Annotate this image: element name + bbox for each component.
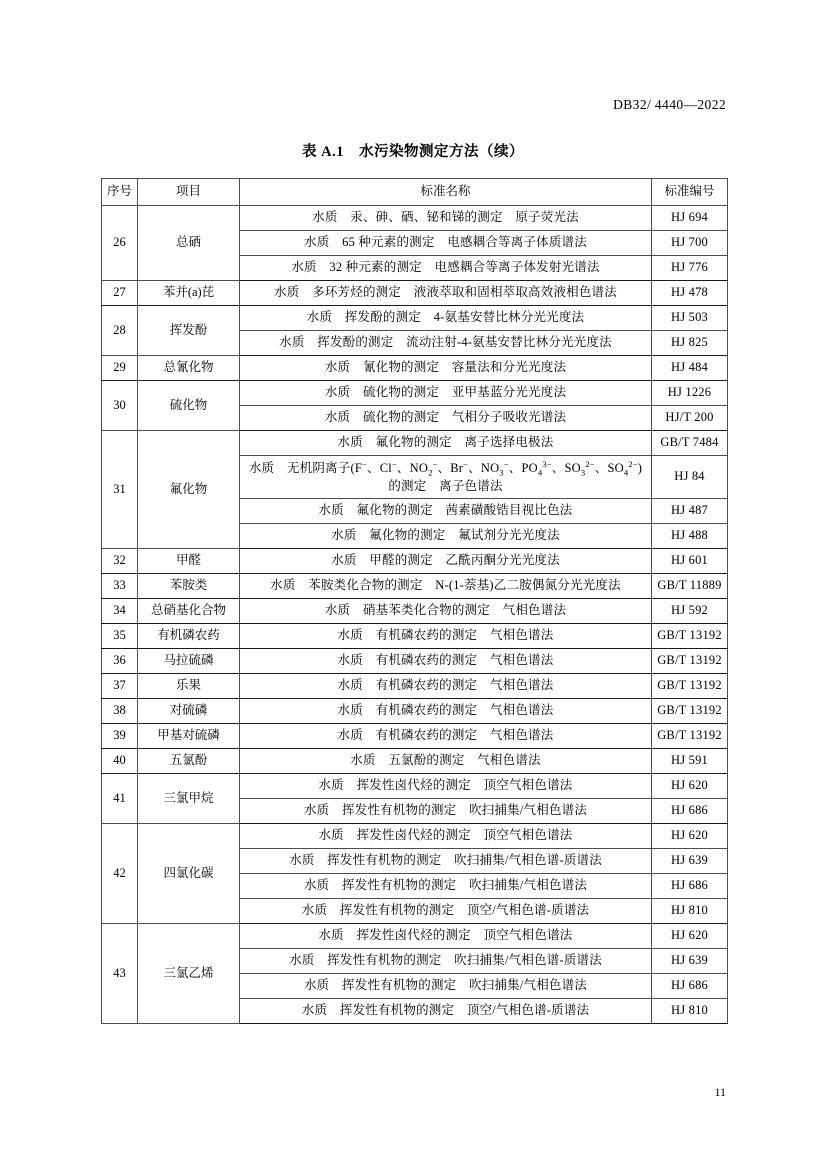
- cell-standard-name: 水质 硝基苯类化合物的测定 气相色谱法: [240, 599, 652, 624]
- cell-item-name: 五氯酚: [138, 749, 240, 774]
- table-row: [102, 356, 728, 381]
- cell-sequence-number: 31: [102, 431, 138, 549]
- cell-standard-name: 水质 挥发性有机物的测定 吹扫捕集/气相色谱-质谱法: [240, 949, 652, 974]
- table-row: [102, 749, 728, 774]
- cell-standard-code: GB/T 13192: [652, 674, 728, 699]
- table-header-row: [102, 179, 728, 206]
- cell-standard-code: GB/T 13192: [652, 624, 728, 649]
- cell-standard-code: HJ/T 200: [652, 406, 728, 431]
- cell-standard-name: 水质 65 种元素的测定 电感耦合等离子体质谱法: [240, 231, 652, 256]
- cell-standard-code: GB/T 13192: [652, 724, 728, 749]
- cell-standard-name: 水质 挥发性卤代烃的测定 顶空气相色谱法: [240, 824, 652, 849]
- cell-standard-code: HJ 620: [652, 824, 728, 849]
- cell-standard-code: HJ 686: [652, 874, 728, 899]
- cell-standard-code: HJ 620: [652, 924, 728, 949]
- cell-item-name: 硫化物: [138, 381, 240, 431]
- ion-formula: $SO_3^{2-}$: [564, 458, 595, 478]
- cell-sequence-number: 28: [102, 306, 138, 356]
- table-row: [102, 699, 728, 724]
- cell-item-name: 马拉硫磷: [138, 649, 240, 674]
- cell-standard-code: GB/T 7484: [652, 431, 728, 456]
- ion-formula: Br−: [450, 458, 469, 475]
- cell-standard-name: 水质 32 种元素的测定 电感耦合等离子体发射光谱法: [240, 256, 652, 281]
- cell-standard-code: HJ 592: [652, 599, 728, 624]
- cell-standard-name: 水质 有机磷农药的测定 气相色谱法: [240, 624, 652, 649]
- table-row: [102, 674, 728, 699]
- cell-standard-code: HJ 503: [652, 306, 728, 331]
- ion-formula: F−: [354, 458, 367, 475]
- cell-standard-code: HJ 84: [652, 456, 728, 499]
- cell-standard-name: 水质 氟化物的测定 茜素磺酸锆目视比色法: [240, 499, 652, 524]
- cell-standard-code: GB/T 11889: [652, 574, 728, 599]
- table-row: [102, 431, 728, 456]
- cell-sequence-number: 38: [102, 699, 138, 724]
- ion-formula: $PO_4^{3-}$: [521, 458, 552, 478]
- cell-item-name: 三氯甲烷: [138, 774, 240, 824]
- cell-standard-code: HJ 478: [652, 281, 728, 306]
- column-header-no: 序号: [102, 179, 138, 206]
- standard-name-formula: 水质 无机阴离子(F−、Cl−、$NO_2^-$、Br−、$NO_3^-$、$PO_4^{3-}$、$SO_3^{2-}$、$SO_4^{2-}$) 的测定 离子色谱法: [248, 458, 643, 494]
- cell-sequence-number: 39: [102, 724, 138, 749]
- table-body: [102, 206, 728, 1024]
- table-row: [102, 381, 728, 406]
- column-header-standard-name: 标准名称: [240, 179, 652, 206]
- cell-standard-code: GB/T 13192: [652, 649, 728, 674]
- cell-standard-code: HJ 620: [652, 774, 728, 799]
- cell-standard-code: HJ 591: [652, 749, 728, 774]
- cell-sequence-number: 26: [102, 206, 138, 281]
- cell-standard-code: HJ 639: [652, 849, 728, 874]
- cell-standard-name: 水质 挥发酚的测定 流动注射-4-氨基安替比林分光光度法: [240, 331, 652, 356]
- cell-standard-code: HJ 700: [652, 231, 728, 256]
- ion-formula: $NO_3^-$: [480, 458, 509, 478]
- running-header-standard-code: DB32/ 4440—2022: [613, 97, 726, 112]
- table-row: [102, 824, 728, 849]
- cell-standard-code: HJ 686: [652, 799, 728, 824]
- cell-sequence-number: 32: [102, 549, 138, 574]
- cell-item-name: 氟化物: [138, 431, 240, 549]
- cell-standard-name: 水质 有机磷农药的测定 气相色谱法: [240, 699, 652, 724]
- table-row: [102, 724, 728, 749]
- column-header-standard-code: 标准编号: [652, 179, 728, 206]
- cell-sequence-number: 40: [102, 749, 138, 774]
- cell-item-name: 对硫磷: [138, 699, 240, 724]
- cell-standard-name: 水质 汞、砷、硒、铋和锑的测定 原子荧光法: [240, 206, 652, 231]
- cell-item-name: 有机磷农药: [138, 624, 240, 649]
- cell-standard-name: 水质 挥发性有机物的测定 顶空/气相色谱-质谱法: [240, 999, 652, 1024]
- cell-item-name: 甲基对硫磷: [138, 724, 240, 749]
- cell-standard-name: 水质 挥发性有机物的测定 吹扫捕集/气相色谱法: [240, 799, 652, 824]
- cell-standard-code: HJ 487: [652, 499, 728, 524]
- cell-standard-code: GB/T 13192: [652, 699, 728, 724]
- cell-standard-name: 水质 挥发性卤代烃的测定 顶空气相色谱法: [240, 924, 652, 949]
- cell-sequence-number: 35: [102, 624, 138, 649]
- table-row: [102, 549, 728, 574]
- cell-sequence-number: 36: [102, 649, 138, 674]
- cell-item-name: 挥发酚: [138, 306, 240, 356]
- cell-standard-code: HJ 825: [652, 331, 728, 356]
- cell-standard-code: HJ 776: [652, 256, 728, 281]
- cell-standard-name: 水质 有机磷农药的测定 气相色谱法: [240, 674, 652, 699]
- ion-formula: Cl−: [379, 458, 397, 475]
- cell-standard-name: [240, 456, 652, 499]
- cell-item-name: 总硝基化合物: [138, 599, 240, 624]
- cell-standard-code: HJ 810: [652, 899, 728, 924]
- table-row: [102, 624, 728, 649]
- table-container: [101, 178, 727, 1024]
- cell-sequence-number: 33: [102, 574, 138, 599]
- cell-item-name: 总硒: [138, 206, 240, 281]
- cell-item-name: 三氯乙烯: [138, 924, 240, 1024]
- cell-sequence-number: 29: [102, 356, 138, 381]
- table-row: [102, 206, 728, 231]
- table-caption: 表 A.1 水污染物测定方法（续）: [302, 144, 524, 160]
- cell-standard-name: 水质 有机磷农药的测定 气相色谱法: [240, 649, 652, 674]
- ion-formula: $SO_4^{2-}$: [607, 458, 638, 478]
- cell-standard-code: HJ 484: [652, 356, 728, 381]
- table-row: [102, 774, 728, 799]
- cell-standard-code: HJ 694: [652, 206, 728, 231]
- cell-sequence-number: 34: [102, 599, 138, 624]
- cell-standard-name: 水质 挥发性有机物的测定 吹扫捕集/气相色谱法: [240, 974, 652, 999]
- cell-sequence-number: 42: [102, 824, 138, 924]
- cell-item-name: 乐果: [138, 674, 240, 699]
- cell-standard-code: HJ 686: [652, 974, 728, 999]
- table-header: [102, 179, 728, 206]
- cell-standard-name: 水质 甲醛的测定 乙酰丙酮分光光度法: [240, 549, 652, 574]
- water-pollutant-methods-table: [101, 178, 728, 1024]
- cell-standard-name: 水质 氰化物的测定 容量法和分光光度法: [240, 356, 652, 381]
- cell-standard-code: HJ 639: [652, 949, 728, 974]
- cell-standard-name: 水质 挥发酚的测定 4-氨基安替比林分光光度法: [240, 306, 652, 331]
- cell-sequence-number: 41: [102, 774, 138, 824]
- cell-standard-name: 水质 氟化物的测定 离子选择电极法: [240, 431, 652, 456]
- cell-standard-name: 水质 挥发性卤代烃的测定 顶空气相色谱法: [240, 774, 652, 799]
- cell-standard-code: HJ 1226: [652, 381, 728, 406]
- table-row: [102, 599, 728, 624]
- table-row: [102, 924, 728, 949]
- page-number: 11: [714, 1085, 726, 1099]
- cell-standard-name: 水质 五氯酚的测定 气相色谱法: [240, 749, 652, 774]
- cell-standard-name: 水质 苯胺类化合物的测定 N-(1-萘基)乙二胺偶氮分光光度法: [240, 574, 652, 599]
- cell-standard-name: 水质 挥发性有机物的测定 顶空/气相色谱-质谱法: [240, 899, 652, 924]
- cell-item-name: 总氰化物: [138, 356, 240, 381]
- cell-sequence-number: 43: [102, 924, 138, 1024]
- ion-formula: $NO_2^-$: [409, 458, 438, 478]
- cell-sequence-number: 37: [102, 674, 138, 699]
- cell-item-name: 四氯化碳: [138, 824, 240, 924]
- cell-standard-name: 水质 氟化物的测定 氟试剂分光光度法: [240, 524, 652, 549]
- column-header-item: 项目: [138, 179, 240, 206]
- cell-sequence-number: 30: [102, 381, 138, 431]
- cell-standard-name: 水质 挥发性有机物的测定 吹扫捕集/气相色谱法: [240, 874, 652, 899]
- table-row: [102, 281, 728, 306]
- cell-item-name: 甲醛: [138, 549, 240, 574]
- table-row: [102, 574, 728, 599]
- cell-standard-name: 水质 有机磷农药的测定 气相色谱法: [240, 724, 652, 749]
- cell-standard-code: HJ 601: [652, 549, 728, 574]
- cell-item-name: 苯并(a)芘: [138, 281, 240, 306]
- cell-standard-name: 水质 硫化物的测定 亚甲基蓝分光光度法: [240, 381, 652, 406]
- cell-item-name: 苯胺类: [138, 574, 240, 599]
- cell-standard-name: 水质 挥发性有机物的测定 吹扫捕集/气相色谱-质谱法: [240, 849, 652, 874]
- cell-sequence-number: 27: [102, 281, 138, 306]
- cell-standard-name: 水质 多环芳烃的测定 液液萃取和固相萃取高效液相色谱法: [240, 281, 652, 306]
- cell-standard-code: HJ 488: [652, 524, 728, 549]
- cell-standard-name: 水质 硫化物的测定 气相分子吸收光谱法: [240, 406, 652, 431]
- table-row: [102, 306, 728, 331]
- cell-standard-code: HJ 810: [652, 999, 728, 1024]
- table-row: [102, 649, 728, 674]
